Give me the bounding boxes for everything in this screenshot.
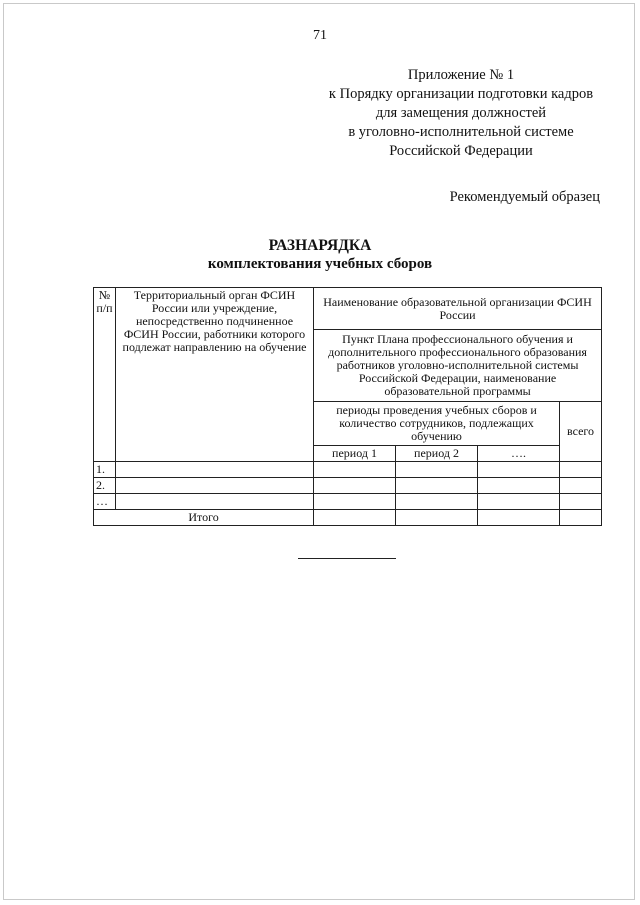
- header-plan-item: Пункт Плана профессионального обучения и дополнительного профессионального образования работников уголовно-исполнительной системы Российской Федерации, наименование образовательной программы: [314, 330, 602, 402]
- table-cell: [396, 494, 478, 510]
- allocation-table: [93, 287, 602, 526]
- appendix-line: для замещения должностей: [375, 105, 547, 121]
- table-cell: [396, 478, 478, 494]
- header-number: № п/п: [94, 288, 116, 462]
- title-sub: комплектования учебных сборов: [207, 256, 433, 272]
- row-number: 2.: [94, 478, 116, 494]
- table-cell: [116, 462, 314, 478]
- table-cell: [560, 478, 602, 494]
- appendix-line: Российской Федерации: [389, 143, 533, 159]
- table-cell: [116, 478, 314, 494]
- header-period-1: период 1: [314, 446, 396, 462]
- document-title: [0, 236, 640, 274]
- table-cell: [116, 494, 314, 510]
- total-row-label: Итого: [94, 510, 314, 526]
- row-number: 1.: [94, 462, 116, 478]
- appendix-line: Приложение № 1: [407, 67, 515, 83]
- header-organ: Территориальный орган ФСИН России или учреждение, непосредственно подчиненное ФСИН России, работники которого подлежат направлению на обучение: [116, 288, 314, 462]
- header-period-more: ….: [478, 446, 560, 462]
- header-period-2: период 2: [396, 446, 478, 462]
- table-cell: [396, 462, 478, 478]
- recommended-sample-label: Рекомендуемый образец: [449, 189, 600, 205]
- header-institution: Наименование образовательной организации ФСИН России: [314, 288, 602, 330]
- table-cell: [314, 510, 396, 526]
- header-periods: периоды проведения учебных сборов и количество сотрудников, подлежащих обучению: [314, 402, 560, 446]
- header-total: всего: [560, 402, 602, 462]
- table-cell: [478, 478, 560, 494]
- table-cell: [560, 462, 602, 478]
- table-cell: [314, 478, 396, 494]
- title-main: РАЗНАРЯДКА: [268, 237, 372, 254]
- table-cell: [560, 510, 602, 526]
- table-cell: [478, 462, 560, 478]
- page-number: 71: [313, 28, 327, 43]
- table-cell: [396, 510, 478, 526]
- table-cell: [314, 462, 396, 478]
- appendix-line: в уголовно-исполнительной системе: [348, 124, 574, 140]
- row-number: …: [94, 494, 116, 510]
- table-cell: [314, 494, 396, 510]
- table-cell: [478, 510, 560, 526]
- separator-line: [298, 558, 396, 559]
- table-cell: [478, 494, 560, 510]
- table-cell: [560, 494, 602, 510]
- appendix-header: [300, 66, 622, 161]
- appendix-line: к Порядку организации подготовки кадров: [328, 86, 594, 102]
